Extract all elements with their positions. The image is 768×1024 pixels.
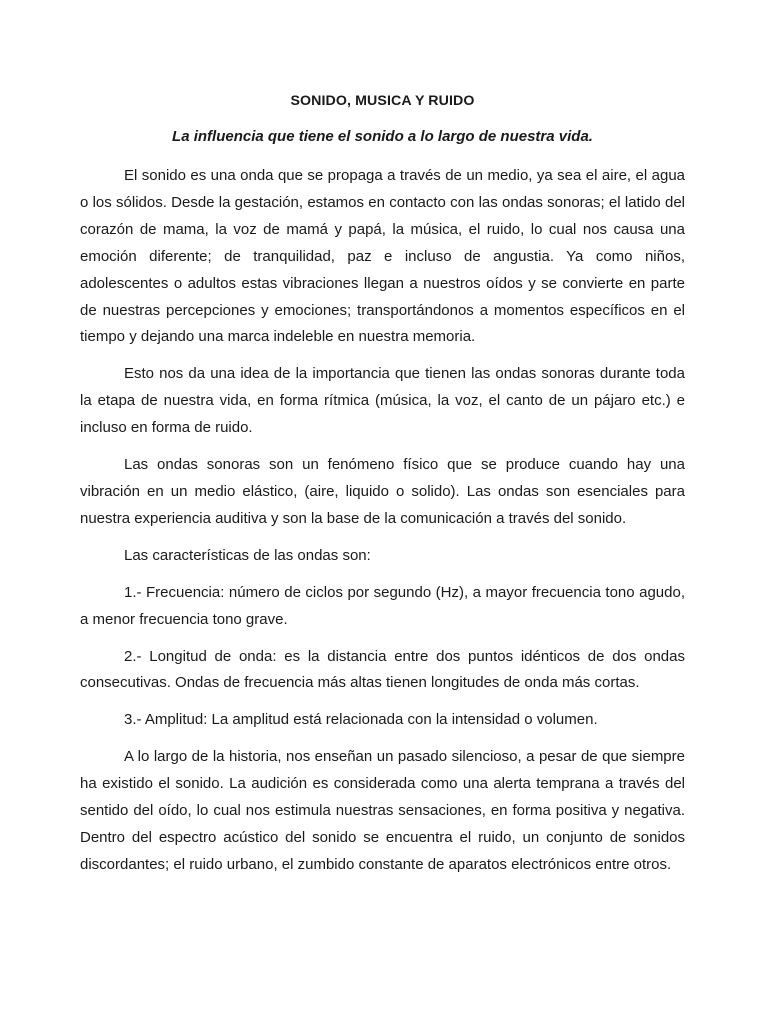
list-item-frequency: 1.- Frecuencia: número de ciclos por segundo (Hz), a mayor frecuencia tono agudo, a menor frecuencia tono grave. [80, 583, 685, 628]
document-subtitle: La influencia que tiene el sonido a lo largo de nuestra vida. [172, 128, 593, 145]
document-title: SONIDO, MUSICA Y RUIDO [290, 93, 475, 109]
list-item-amplitude: 3.- Amplitud: La amplitud está relacionada con la intensidad o volumen. [124, 711, 598, 729]
paragraph-physical-phenomenon: Las ondas sonoras son un fenómeno físico que se produce cuando hay una vibración en un medio elástico, (aire, liquido o solido). Las ondas son esenciales para nuestra experiencia auditiva y son la base de la comunicación a través del sonido. [80, 456, 685, 527]
paragraph-characteristics-heading: Las características de las ondas son: [124, 546, 371, 564]
paragraph-history: A lo largo de la historia, nos enseñan un pasado silencioso, a pesar de que siempre ha existido el sonido. La audición es considerada como una alerta temprana a través del sentido del oído, lo cual nos estimula nuestras sensaciones, en forma positiva y negativa. Dentro del espectro acústico del sonido se encuentra el ruido, un conjunto de sonidos discordantes; el ruido urbano, el zumbido constante de aparatos electrónicos entre otros. [80, 748, 685, 873]
paragraph-intro: El sonido es una onda que se propaga a través de un medio, ya sea el aire, el agua o los sólidos. Desde la gestación, estamos en contacto con las ondas sonoras; el latido del corazón de mama, la voz de mamá y papá, la música, el ruido, lo cual nos causa una emoción diferente; de tranquilidad, paz e incluso de angustia. Ya como niños, adolescentes o adultos estas vibraciones llegan a nuestros oídos y se convierte en parte de nuestras percepciones y emociones; transportándonos a momentos específicos en el tiempo y dejando una marca indeleble en nuestra memoria. [80, 167, 685, 346]
list-item-wavelength: 2.- Longitud de onda: es la distancia entre dos puntos idénticos de dos ondas consecutivas. Ondas de frecuencia más altas tienen longitudes de onda más cortas. [80, 647, 685, 692]
paragraph-importance: Esto nos da una idea de la importancia que tienen las ondas sonoras durante toda la etapa de nuestra vida, en forma rítmica (música, la voz, el canto de un pájaro etc.) e incluso en forma de ruido. [80, 365, 685, 437]
